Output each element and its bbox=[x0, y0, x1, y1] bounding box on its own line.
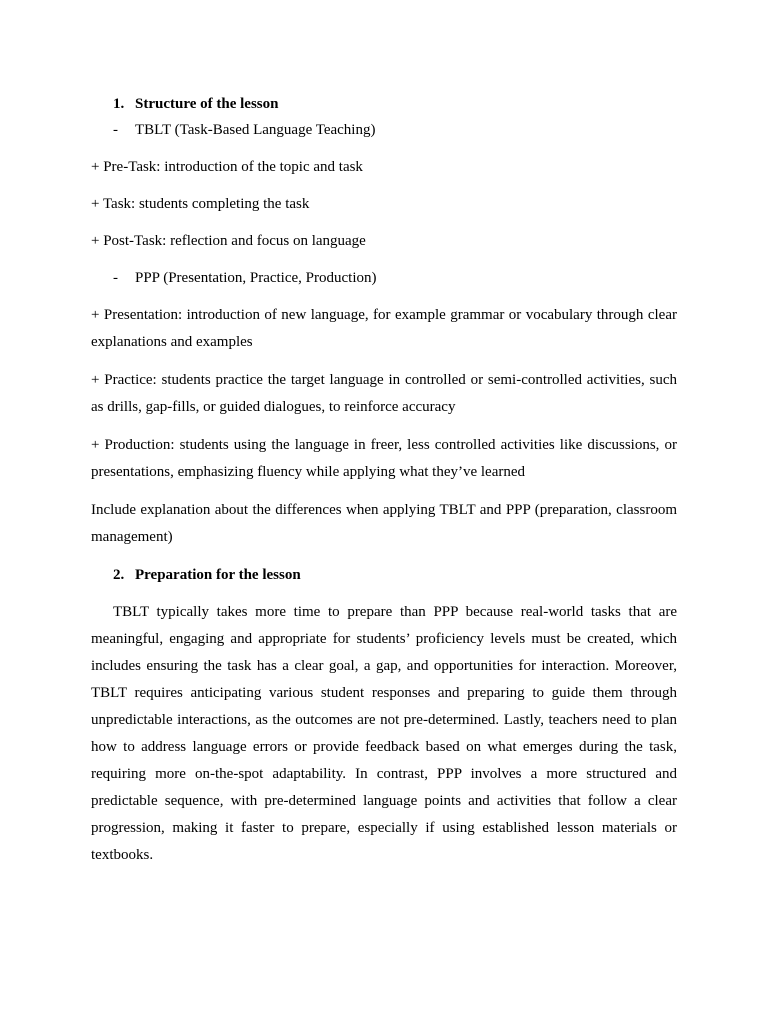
ppp-label: PPP (Presentation, Practice, Production) bbox=[135, 270, 377, 286]
ppp-production: + Production: students using the language in freer, less controlled activities like discussions, or presentations, emphasizing fluency while applying what they’ve learned bbox=[91, 437, 677, 480]
ppp-bullet bbox=[113, 265, 677, 291]
section-2-number: 2. bbox=[113, 567, 125, 583]
section-1-heading bbox=[113, 91, 677, 117]
section-2-heading bbox=[113, 562, 677, 588]
section-1-title: Structure of the lesson bbox=[135, 96, 279, 112]
ppp-practice: + Practice: students practice the target language in controlled or semi-controlled activities, such as drills, gap-fills, or guided dialogues, to reinforce accuracy bbox=[91, 372, 677, 415]
tblt-task: + Task: students completing the task bbox=[91, 196, 310, 212]
section-1-note: Include explanation about the differences when applying TBLT and PPP (preparation, classroom management) bbox=[91, 502, 677, 545]
section-2-title: Preparation for the lesson bbox=[135, 567, 301, 583]
ppp-presentation: + Presentation: introduction of new language, for example grammar or vocabulary through clear explanations and examples bbox=[91, 307, 677, 350]
section-1-number: 1. bbox=[113, 96, 125, 112]
tblt-dash: - bbox=[113, 122, 118, 138]
ppp-dash: - bbox=[113, 270, 118, 286]
document-body bbox=[91, 91, 677, 869]
tblt-bullet bbox=[113, 117, 677, 143]
tblt-pre-task: + Pre-Task: introduction of the topic and task bbox=[91, 159, 363, 175]
tblt-label: TBLT (Task-Based Language Teaching) bbox=[135, 122, 376, 138]
section-2-paragraph: TBLT typically takes more time to prepare than PPP because real-world tasks that are meaningful, engaging and appropriate for students’ proficiency levels must be created, which includes ensuring the task has a clear goal, a gap, and opportunities for interaction. Moreover, TBLT requires anticipating various student responses and preparing to guide them through unpredictable interactions, as the outcomes are not pre-determined. Lastly, teachers need to plan how to address language errors or provide feedback based on what emerges during the task, requiring more on-the-spot adaptability. In contrast, PPP involves a more structured and predictable sequence, with pre-determined language points and activities that follow a clear progression, making it faster to prepare, especially if using established lesson materials or textbooks. bbox=[91, 604, 677, 863]
tblt-post-task: + Post-Task: reflection and focus on language bbox=[91, 233, 366, 249]
